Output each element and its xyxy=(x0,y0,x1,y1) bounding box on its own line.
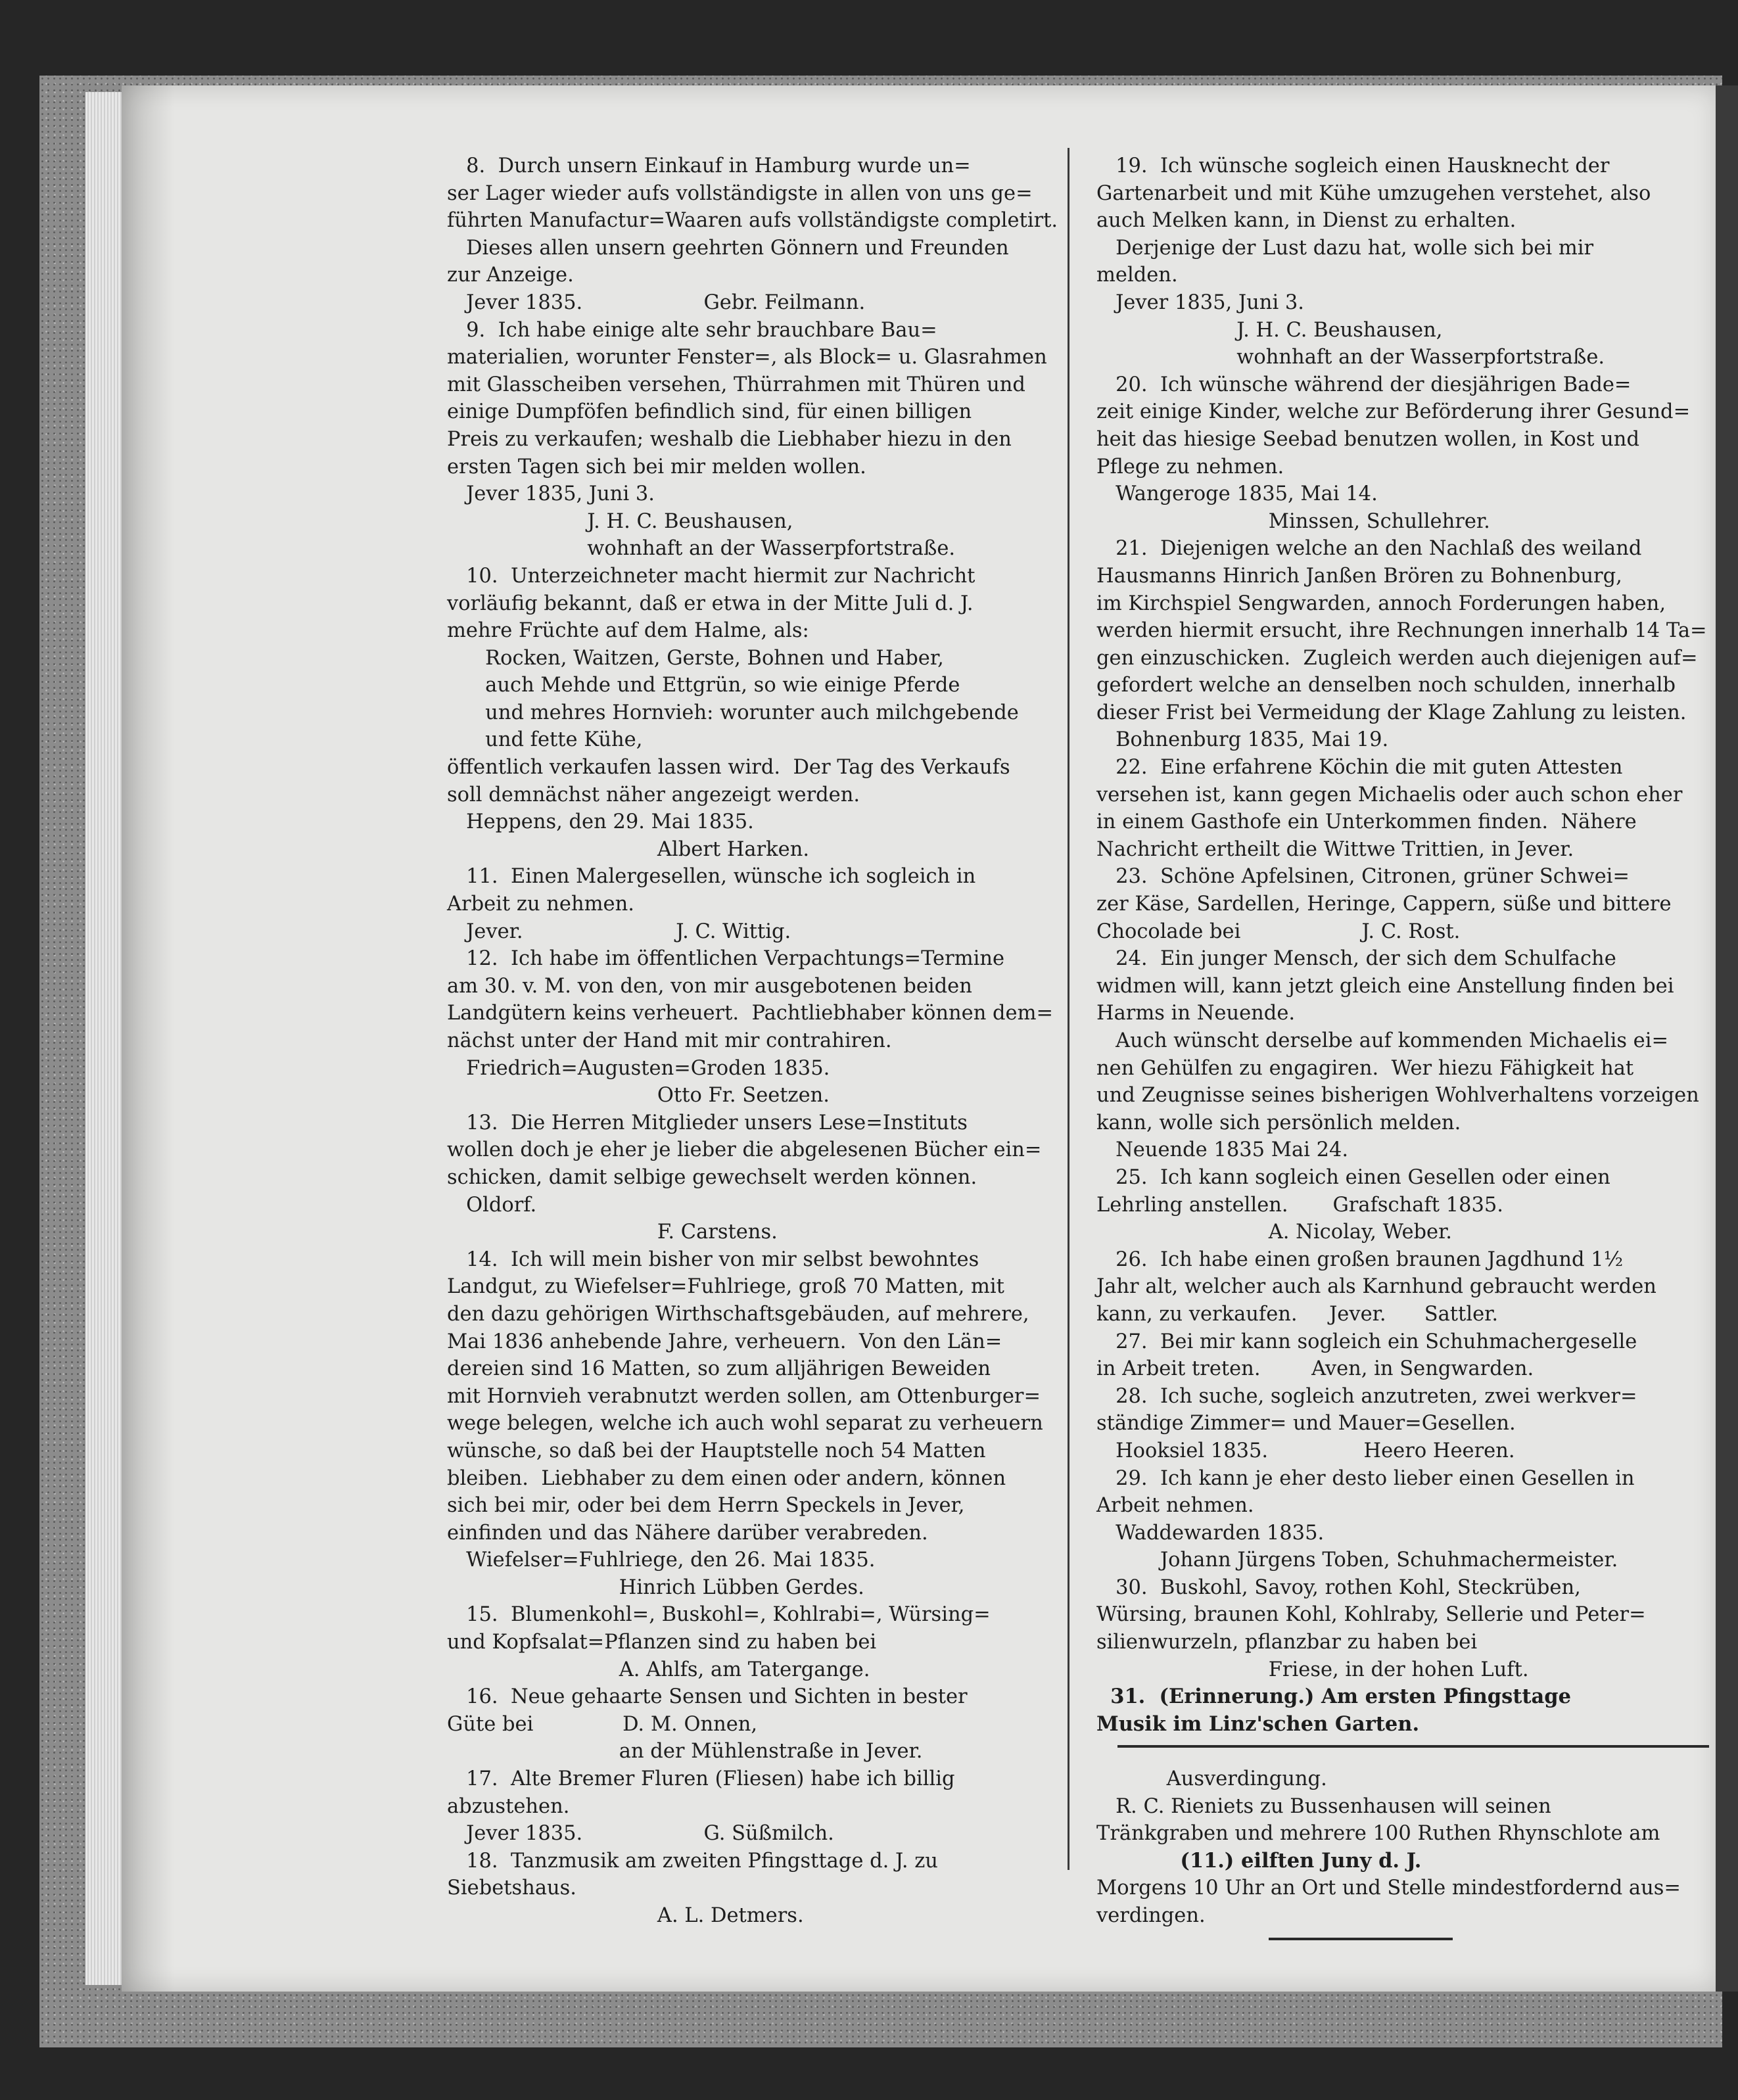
text-line: an der Mühlenstraße in Jever. xyxy=(447,1740,923,1763)
text-line: 16. Neue gehaarte Sensen und Sichten in bester xyxy=(447,1685,968,1709)
text-line: ersten Tagen sich bei mir melden wollen. xyxy=(447,455,866,478)
text-line: silienwurzeln, pflanzbar zu haben bei xyxy=(1096,1631,1478,1654)
text-line: Otto Fr. Seetzen. xyxy=(447,1084,830,1108)
text-line: Friese, in der hohen Luft. xyxy=(1096,1658,1529,1681)
text-line: werden hiermit ersucht, ihre Rechnungen innerhalb 14 Ta= xyxy=(1096,619,1707,643)
text-line: R. C. Rieniets zu Bussenhausen will seinen xyxy=(1096,1794,1551,1818)
text-line: abzustehen. xyxy=(447,1794,570,1818)
text-line: Oldorf. xyxy=(447,1193,537,1217)
text-line: Jahr alt, welcher auch als Karnhund gebraucht werden xyxy=(1096,1275,1656,1299)
text-line: kann, wolle sich persönlich melden. xyxy=(1096,1111,1461,1134)
text-line: Dieses allen unsern geehrten Gönnern und Freunden xyxy=(447,236,1009,260)
text-line: dereien sind 16 Matten, so zum alljährigen Beweiden xyxy=(447,1357,991,1381)
text-line: Nachricht ertheilt die Wittwe Trittien, in Jever. xyxy=(1096,837,1574,861)
text-line: Musik im Linz'schen Garten. xyxy=(1096,1712,1420,1736)
text-line: Wiefelser=Fuhlriege, den 26. Mai 1835. xyxy=(447,1549,876,1572)
text-line: 18. Tanzmusik am zweiten Pfingsttage d. J. zu xyxy=(447,1849,938,1873)
right-column xyxy=(1096,152,1707,1930)
text-line: wünsche, so daß bei der Hauptstelle noch 54 Matten xyxy=(447,1439,986,1462)
text-line: 26. Ich habe einen großen braunen Jagdhund 1½ xyxy=(1096,1248,1624,1271)
text-line: Auch wünscht derselbe auf kommenden Michaelis ei= xyxy=(1096,1029,1669,1052)
text-line xyxy=(1096,1738,1701,1765)
text-line: A. Nicolay, Weber. xyxy=(1096,1221,1452,1244)
text-line: 19. Ich wünsche sogleich einen Hausknecht der xyxy=(1096,154,1610,177)
text-line: 12. Ich habe im öffentlichen Verpachtungs=Termine xyxy=(447,947,1005,971)
text-line: Heppens, den 29. Mai 1835. xyxy=(447,810,754,834)
text-line: Lehrling anstellen. Grafschaft 1835. xyxy=(1096,1193,1503,1217)
text-line: 14. Ich will mein bisher von mir selbst bewohntes xyxy=(447,1248,979,1271)
text-line: gen einzuschicken. Zugleich werden auch diejenigen auf= xyxy=(1096,646,1698,670)
text-line: 13. Die Herren Mitglieder unsers Lese=Instituts xyxy=(447,1111,968,1134)
text-line: mit Hornvieh verabnutzt werden sollen, am Ottenburger= xyxy=(447,1384,1041,1408)
text-line: wohnhaft an der Wasserpfortstraße. xyxy=(1096,346,1605,369)
text-line: widmen will, kann jetzt gleich eine Anstellung finden bei xyxy=(1096,974,1674,998)
text-line: melden. xyxy=(1096,264,1178,287)
text-line: Neuende 1835 Mai 24. xyxy=(1096,1138,1349,1162)
text-line: in Arbeit treten. Aven, in Sengwarden. xyxy=(1096,1357,1534,1381)
text-line: 28. Ich suche, sogleich anzutreten, zwei werkver= xyxy=(1096,1384,1637,1408)
text-line: Waddewarden 1835. xyxy=(1096,1521,1325,1545)
text-line: nen Gehülfen zu engagiren. Wer hiezu Fähigkeit hat xyxy=(1096,1056,1634,1080)
text-line: Tränkgraben und mehrere 100 Ruthen Rhynschlote am xyxy=(1096,1822,1660,1846)
text-line: Arbeit nehmen. xyxy=(1096,1494,1254,1518)
text-line: 15. Blumenkohl=, Buskohl=, Kohlrabi=, Würsing= xyxy=(447,1603,991,1627)
text-line: einige Dumpföfen befindlich sind, für einen billigen xyxy=(447,400,972,424)
text-line: Jever. J. C. Wittig. xyxy=(447,920,791,943)
text-line: und fette Kühe, xyxy=(447,728,643,752)
text-line: A. L. Detmers. xyxy=(447,1904,804,1927)
text-line: nächst unter der Hand mit mir contrahiren. xyxy=(447,1029,892,1052)
text-line: 22. Eine erfahrene Köchin die mit guten Attesten xyxy=(1096,756,1623,780)
text-line: den dazu gehörigen Wirthschaftsgebäuden, auf mehrere, xyxy=(447,1302,1029,1326)
text-line: wege belegen, welche ich auch wohl separat zu verheuern xyxy=(447,1412,1043,1435)
text-line: 17. Alte Bremer Fluren (Fliesen) habe ich billig xyxy=(447,1767,955,1791)
text-line: Wangeroge 1835, Mai 14. xyxy=(1096,482,1378,506)
text-line: Arbeit zu nehmen. xyxy=(447,893,634,916)
text-line: Hausmanns Hinrich Janßen Brören zu Bohnenburg, xyxy=(1096,564,1622,588)
text-line: Landgut, zu Wiefelser=Fuhlriege, groß 70 Matten, mit xyxy=(447,1275,1004,1299)
text-line: Jever 1835, Juni 3. xyxy=(1096,291,1304,314)
text-line: Gartenarbeit und mit Kühe umzugehen verstehet, also xyxy=(1096,181,1651,205)
text-line: gefordert welche an denselben noch schulden, innerhalb xyxy=(1096,674,1676,697)
text-line: führten Manufactur=Waaren aufs vollständigste completirt. xyxy=(447,209,1058,233)
text-line: auch Mehde und Ettgrün, so wie einige Pferde xyxy=(447,674,960,697)
text-line: soll demnächst näher angezeigt werden. xyxy=(447,783,860,806)
end-rule xyxy=(1269,1938,1453,1940)
text-line: einfinden und das Nähere darüber verabreden. xyxy=(447,1521,928,1545)
text-line: öffentlich verkaufen lassen wird. Der Tag des Verkaufs xyxy=(447,756,1010,780)
text-line: bleiben. Liebhaber zu dem einen oder andern, können xyxy=(447,1466,1006,1490)
text-line: versehen ist, kann gegen Michaelis oder auch schon eher xyxy=(1096,783,1683,806)
text-line: Jever 1835. G. Süßmilch. xyxy=(447,1822,834,1846)
text-line: Harms in Neuende. xyxy=(1096,1002,1296,1025)
text-line: Mai 1836 anhebende Jahre, verheuern. Von den Län= xyxy=(447,1330,1002,1353)
text-line: wohnhaft an der Wasserpfortstraße. xyxy=(447,537,956,561)
right-edge xyxy=(1716,85,1738,1992)
text-line: A. Ahlfs, am Tatergange. xyxy=(447,1658,870,1681)
text-line: und Kopfsalat=Pflanzen sind zu haben bei xyxy=(447,1631,877,1654)
text-line: J. H. C. Beushausen, xyxy=(1096,318,1443,342)
text-line: in einem Gasthofe ein Unterkommen finden. Nähere xyxy=(1096,810,1637,834)
text-line: Hinrich Lübben Gerdes. xyxy=(447,1575,864,1599)
text-line: und Zeugnisse seines bisherigen Wohlverhaltens vorzeigen xyxy=(1096,1084,1699,1108)
text-line: Siebetshaus. xyxy=(447,1877,576,1900)
text-line: Albert Harken. xyxy=(447,837,810,861)
text-line: zer Käse, Sardellen, Heringe, Cappern, süße und bittere xyxy=(1096,893,1672,916)
text-line: mit Glasscheiben versehen, Thürrahmen mit Thüren und xyxy=(447,373,1025,396)
text-line: Landgütern keins verheuert. Pachtliebhaber können dem= xyxy=(447,1002,1054,1025)
text-line: (11.) eilften Juny d. J. xyxy=(1096,1848,1422,1873)
left-column xyxy=(447,152,1058,1930)
column-divider xyxy=(1068,148,1069,1870)
text-line: verdingen. xyxy=(1096,1904,1206,1927)
text-line: 8. Durch unsern Einkauf in Hamburg wurde un= xyxy=(447,154,971,177)
text-line: heit das hiesige Seebad benutzen wollen, in Kost und xyxy=(1096,427,1639,451)
text-line: am 30. v. M. von den, von mir ausgebotenen beiden xyxy=(447,974,972,998)
text-line: zeit einige Kinder, welche zur Beförderung ihrer Gesund= xyxy=(1096,400,1691,424)
text-line: sich bei mir, oder bei dem Herrn Speckels in Jever, xyxy=(447,1494,965,1518)
text-line: 21. Diejenigen welche an den Nachlaß des weiland xyxy=(1096,537,1642,561)
text-line: Hooksiel 1835. Heero Heeren. xyxy=(1096,1439,1515,1462)
text-line: Derjenige der Lust dazu hat, wolle sich bei mir xyxy=(1096,236,1594,260)
text-line: Rocken, Waitzen, Gerste, Bohnen und Haber, xyxy=(447,646,944,670)
text-line: materialien, worunter Fenster=, als Block= u. Glasrahmen xyxy=(447,346,1047,369)
text-line: Bohnenburg 1835, Mai 19. xyxy=(1096,728,1389,752)
text-line: Friedrich=Augusten=Groden 1835. xyxy=(447,1056,830,1080)
text-line: 23. Schöne Apfelsinen, Citronen, grüner Schwei= xyxy=(1096,865,1630,889)
text-line: Chocolade bei J. C. Rost. xyxy=(1096,920,1461,943)
text-line: vorläufig bekannt, daß er etwa in der Mitte Juli d. J. xyxy=(447,592,974,615)
text-line: 9. Ich habe einige alte sehr brauchbare Bau= xyxy=(447,318,937,342)
text-line: dieser Frist bei Vermeidung der Klage Zahlung zu leisten. xyxy=(1096,701,1687,724)
text-line: J. H. C. Beushausen, xyxy=(447,509,793,533)
text-line: F. Carstens. xyxy=(447,1221,778,1244)
text-line: im Kirchspiel Sengwarden, annoch Forderungen haben, xyxy=(1096,592,1666,615)
text-line: Johann Jürgens Toben, Schuhmachermeister. xyxy=(1096,1549,1618,1572)
text-line: Jever 1835. Gebr. Feilmann. xyxy=(447,291,866,314)
text-line: wollen doch je eher je lieber die abgelesenen Bücher ein= xyxy=(447,1138,1042,1162)
text-line: ser Lager wieder aufs vollständigste in allen von uns ge= xyxy=(447,181,1033,205)
text-line: Minssen, Schullehrer. xyxy=(1096,509,1490,533)
text-line: 30. Buskohl, Savoy, rothen Kohl, Steckrüben, xyxy=(1096,1575,1581,1599)
text-line: kann, zu verkaufen. Jever. Sattler. xyxy=(1096,1302,1499,1326)
text-line: zur Anzeige. xyxy=(447,264,574,287)
gutter-shadow xyxy=(122,85,174,1992)
text-line: 27. Bei mir kann sogleich ein Schuhmachergeselle xyxy=(1096,1330,1637,1353)
text-line: Jever 1835, Juni 3. xyxy=(447,482,655,506)
text-line: und mehres Hornvieh: worunter auch milchgebende xyxy=(447,701,1019,724)
text-line: mehre Früchte auf dem Halme, als: xyxy=(447,619,809,643)
text-line: 29. Ich kann je eher desto lieber einen Gesellen in xyxy=(1096,1466,1635,1490)
text-line: auch Melken kann, in Dienst zu erhalten. xyxy=(1096,209,1516,233)
text-line: Preis zu verkaufen; weshalb die Liebhaber hiezu in den xyxy=(447,427,1012,451)
text-line: 31. (Erinnerung.) Am ersten Pfingsttage xyxy=(1096,1685,1571,1709)
text-line: 11. Einen Malergesellen, wünsche ich sogleich in xyxy=(447,865,976,889)
text-line: schicken, damit selbige gewechselt werden können. xyxy=(447,1165,977,1189)
text-line: Pflege zu nehmen. xyxy=(1096,455,1284,478)
text-line: 24. Ein junger Mensch, der sich dem Schulfache xyxy=(1096,947,1616,971)
text-line: 20. Ich wünsche während der diesjährigen Bade= xyxy=(1096,373,1632,396)
text-line: ständige Zimmer= und Mauer=Gesellen. xyxy=(1096,1412,1516,1435)
text-line: 25. Ich kann sogleich einen Gesellen oder einen xyxy=(1096,1165,1610,1189)
text-line: Ausverdingung. xyxy=(1096,1767,1327,1791)
text-line: 10. Unterzeichneter macht hiermit zur Nachricht xyxy=(447,564,975,588)
text-line: Güte bei D. M. Onnen, xyxy=(447,1712,758,1736)
text-line: Würsing, braunen Kohl, Kohlraby, Sellerie und Peter= xyxy=(1096,1603,1646,1627)
section-rule xyxy=(1117,1745,1709,1748)
text-line: Morgens 10 Uhr an Ort und Stelle mindestfordernd aus= xyxy=(1096,1877,1681,1900)
